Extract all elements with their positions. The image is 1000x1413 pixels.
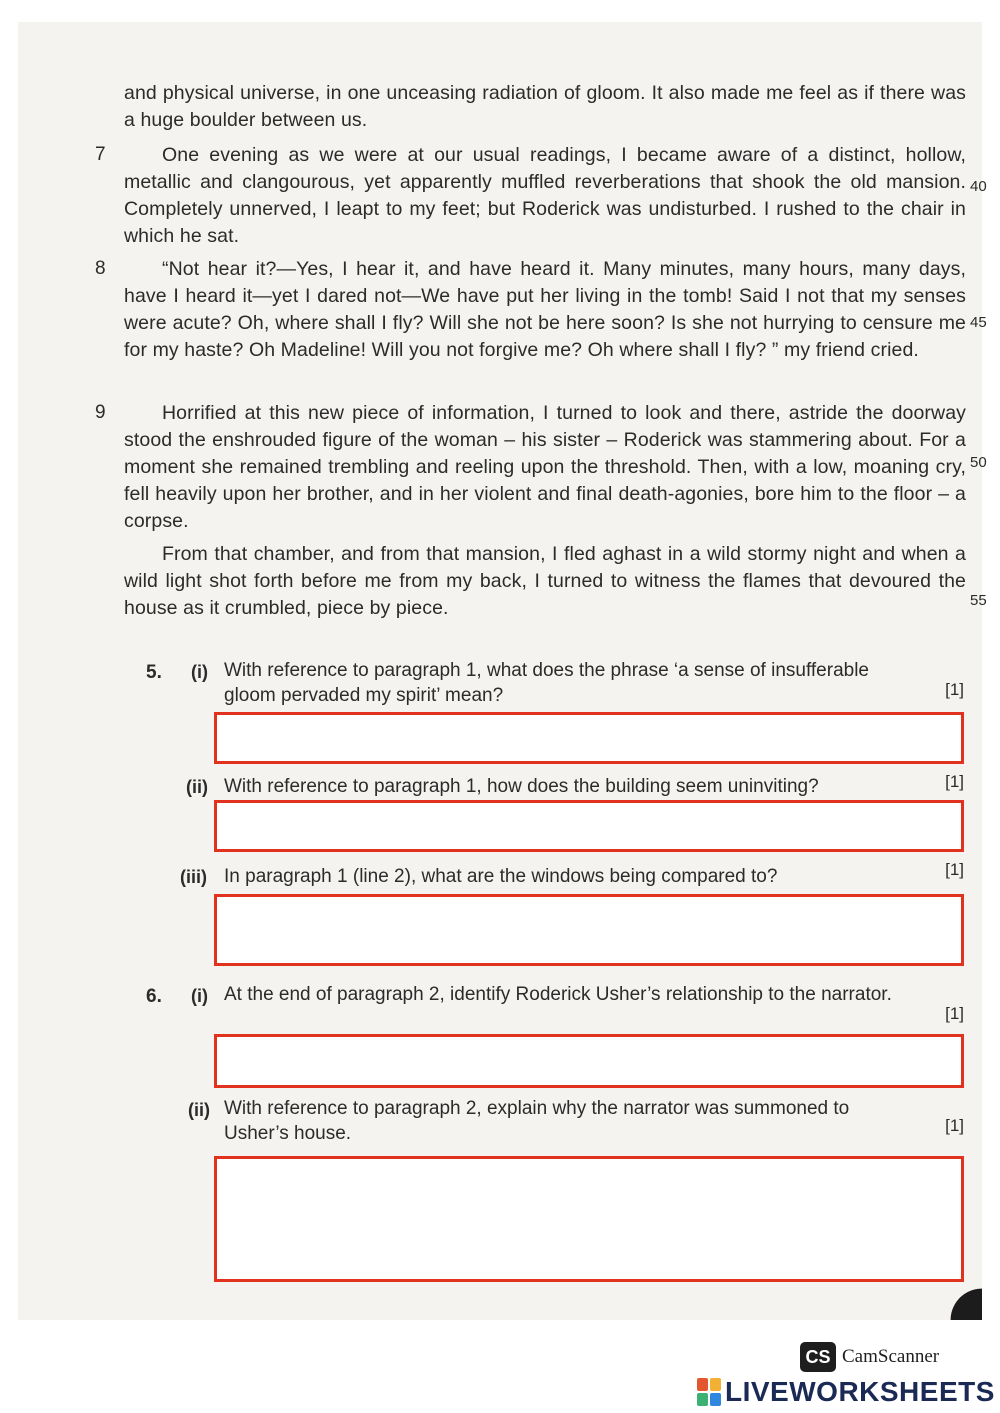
paragraph-final: From that chamber, and from that mansion, I fled aghast in a wild stormy night and when a wild light shot forth before me from my back, I turned to witness the flames that devoured the house as it crumbled, piece by piece. — [124, 543, 966, 619]
liveworksheets-label: LIVEWORKSHEETS — [725, 1376, 995, 1407]
question-6-i-label: (i) — [191, 986, 208, 1006]
line-number-45: 45 — [970, 314, 987, 331]
paragraph-number-7: 7 — [95, 144, 106, 165]
answer-box-5-i[interactable] — [214, 712, 964, 764]
camscanner-label: CamScanner — [842, 1346, 940, 1367]
liveworksheets-logo — [697, 1376, 995, 1408]
question-5-iii-label: (iii) — [180, 867, 207, 887]
paragraph-9: Horrified at this new piece of information, I turned to look and there, astride the doorway stood the enshrouded figure of the woman – his sister – Roderick was stammering about. For a moment she remained trembling and reeling upon the threshold. Then, with a low, moaning cry, fell heavily upon her brother, and in her violent and final death-agonies, bore him to the floor – a corpse. — [124, 402, 966, 532]
paragraph-number-9: 9 — [95, 402, 106, 423]
page-corner-shadow — [942, 1280, 982, 1320]
question-5-ii-label: (ii) — [186, 777, 208, 797]
camscanner-watermark — [800, 1342, 939, 1372]
question-5-iii-text: In paragraph 1 (line 2), what are the windows being compared to? — [224, 866, 778, 887]
answer-box-5-iii[interactable] — [214, 894, 964, 966]
question-number-5: 5. — [146, 662, 162, 683]
camscanner-logo-icon: CS — [800, 1342, 836, 1372]
line-number-55: 55 — [970, 592, 987, 609]
question-5-iii-mark: [1] — [945, 860, 964, 879]
question-5-ii-mark: [1] — [945, 772, 964, 791]
answer-box-6-i[interactable] — [214, 1034, 964, 1088]
question-6-ii-label: (ii) — [188, 1100, 210, 1120]
worksheet-page — [18, 22, 987, 1320]
paragraph-8: “Not hear it?—Yes, I hear it, and have heard it. Many minutes, many hours, many days, have I heard it—yet I dared not—We have put her living in the tomb! Said I not that my senses were acute? Oh, where shall I fly? Will she not be here soon? Is she not hurrying to censure me for my haste? Oh Madeline! Will you not forgive me? Oh where shall I fly? ” my friend cried. — [124, 258, 966, 361]
question-number-6: 6. — [146, 986, 162, 1007]
question-5-ii-text: With reference to paragraph 1, how does the building seem uninviting? — [224, 776, 819, 797]
passage-continuation: and physical universe, in one unceasing radiation of gloom. It also made me feel as if there was a huge boulder between us. — [124, 82, 966, 131]
question-5-i-mark: [1] — [945, 680, 964, 699]
answer-box-6-ii[interactable] — [214, 1156, 964, 1282]
paragraph-7: One evening as we were at our usual readings, I became aware of a distinct, hollow, metallic and clangourous, yet apparently muffled reverberations that shook the old mansion. Completely unnerved, I leapt to my feet; but Roderick was undisturbed. I rushed to the chair in which he sat. — [124, 144, 966, 247]
line-number-50: 50 — [970, 454, 987, 471]
question-6-ii-mark: [1] — [945, 1116, 964, 1135]
question-6-ii-text: With reference to paragraph 2, explain why the narrator was summoned to Usher’s house. — [224, 1098, 850, 1144]
liveworksheets-grid-icon — [697, 1378, 721, 1406]
question-5-i-text: With reference to paragraph 1, what does the phrase ‘a sense of insufferable gloom pervaded my spirit’ mean? — [224, 660, 869, 706]
paragraph-number-8: 8 — [95, 258, 106, 279]
line-number-40: 40 — [970, 178, 987, 195]
question-6-i-text: At the end of paragraph 2, identify Roderick Usher’s relationship to the narrator. — [224, 984, 892, 1005]
answer-box-5-ii[interactable] — [214, 800, 964, 852]
question-5-i-label: (i) — [191, 662, 208, 682]
question-6-i-mark: [1] — [945, 1004, 964, 1023]
